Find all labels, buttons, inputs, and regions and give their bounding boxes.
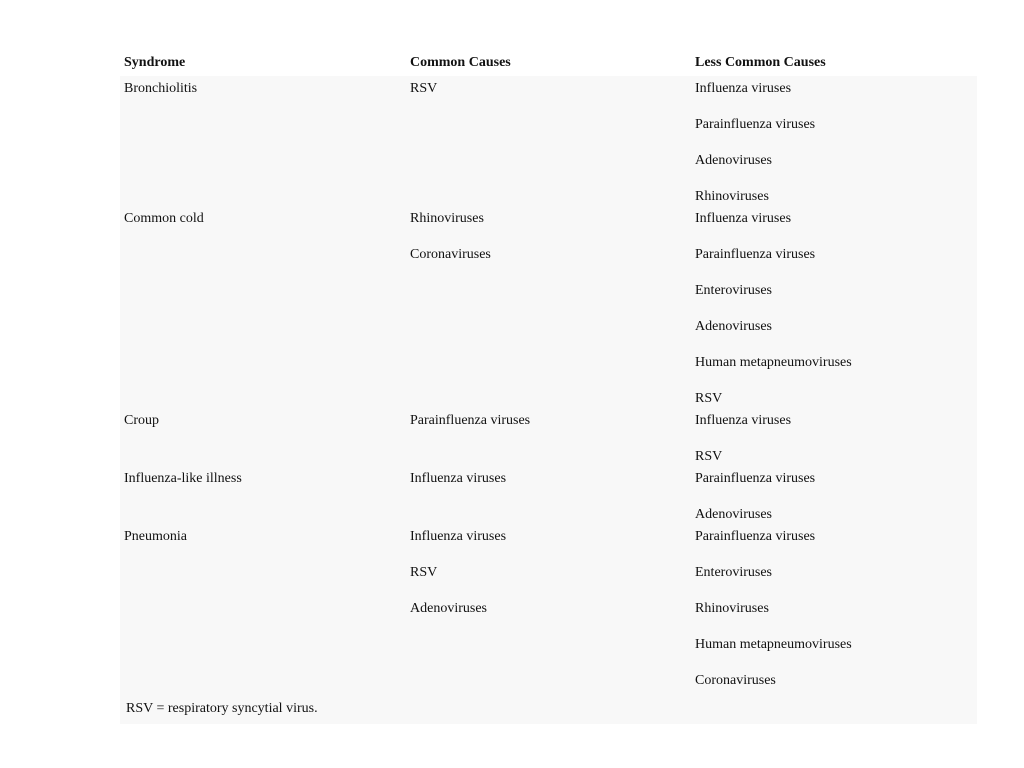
less-common-cause-item: Adenoviruses xyxy=(695,319,772,334)
less-common-cause-item: Enteroviruses xyxy=(695,283,772,298)
less-common-cause-item: Influenza viruses xyxy=(695,211,792,226)
less-common-cause-item: Parainfluenza viruses xyxy=(695,117,816,132)
common-cause-item: Adenoviruses xyxy=(410,601,487,616)
less-common-cause-item: Adenoviruses xyxy=(695,153,772,168)
common-causes-list xyxy=(410,413,530,429)
common-causes-list xyxy=(410,529,506,617)
common-cause-item: Rhinoviruses xyxy=(410,211,484,226)
less-common-cause-item: RSV xyxy=(695,391,723,406)
less-common-cause-item: Parainfluenza viruses xyxy=(695,471,816,486)
less-common-causes-list xyxy=(695,81,815,205)
common-cause-item: RSV xyxy=(410,81,438,96)
table-header-row xyxy=(0,55,1024,73)
header-less-common-causes: Less Common Causes xyxy=(695,55,826,70)
less-common-cause-item: Coronaviruses xyxy=(695,673,776,688)
less-common-cause-item: Human metapneumoviruses xyxy=(695,355,852,370)
less-common-causes-list xyxy=(695,471,815,523)
syndrome-cell: Croup xyxy=(124,413,159,428)
table-footnote: RSV = respiratory syncytial virus. xyxy=(126,701,318,716)
common-cause-item: Influenza viruses xyxy=(410,471,507,486)
syndrome-cell: Influenza-like illness xyxy=(124,471,242,486)
common-cause-item: Parainfluenza viruses xyxy=(410,413,531,428)
syndrome-cell: Common cold xyxy=(124,211,204,226)
common-cause-item: RSV xyxy=(410,565,438,580)
less-common-cause-item: Parainfluenza viruses xyxy=(695,529,816,544)
less-common-causes-list xyxy=(695,413,791,465)
less-common-causes-list xyxy=(695,529,852,689)
header-common-causes: Common Causes xyxy=(410,55,511,70)
less-common-cause-item: Adenoviruses xyxy=(695,507,772,522)
less-common-cause-item: Human metapneumoviruses xyxy=(695,637,852,652)
header-syndrome: Syndrome xyxy=(124,55,186,70)
less-common-cause-item: Influenza viruses xyxy=(695,413,792,428)
common-cause-item: Coronaviruses xyxy=(410,247,491,262)
less-common-cause-item: Parainfluenza viruses xyxy=(695,247,816,262)
common-cause-item: Influenza viruses xyxy=(410,529,507,544)
less-common-cause-item: Rhinoviruses xyxy=(695,189,769,204)
less-common-cause-item: RSV xyxy=(695,449,723,464)
syndrome-cell: Pneumonia xyxy=(124,529,187,544)
common-causes-list xyxy=(410,211,491,263)
less-common-causes-list xyxy=(695,211,852,407)
syndrome-cell: Bronchiolitis xyxy=(124,81,198,96)
common-causes-list xyxy=(410,471,506,487)
less-common-cause-item: Enteroviruses xyxy=(695,565,772,580)
less-common-cause-item: Influenza viruses xyxy=(695,81,792,96)
common-causes-list xyxy=(410,81,437,97)
less-common-cause-item: Rhinoviruses xyxy=(695,601,769,616)
